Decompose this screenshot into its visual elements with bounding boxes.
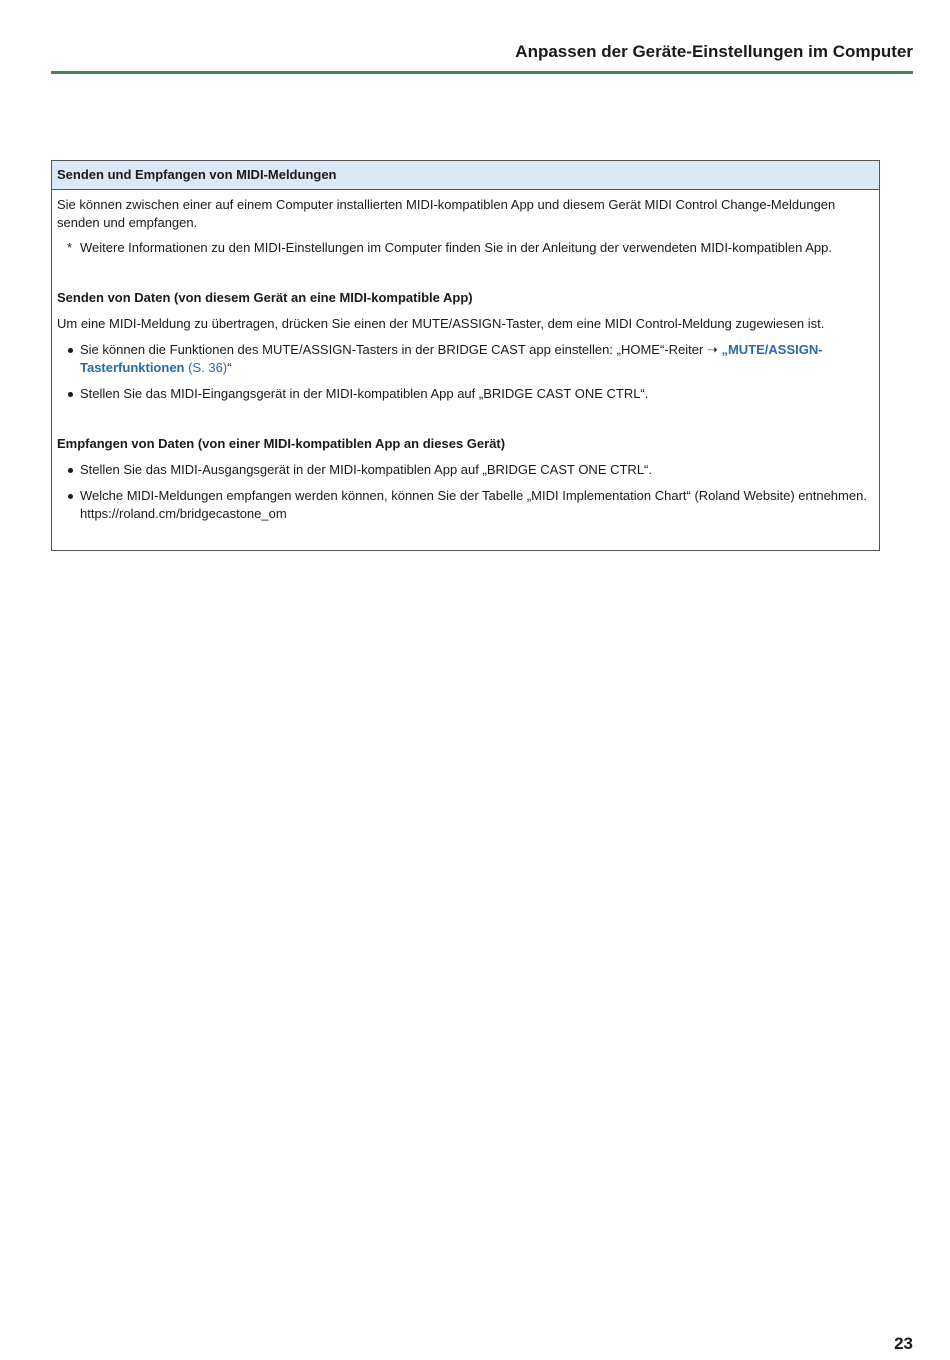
bullet-icon <box>68 494 73 499</box>
arrow-right-icon: ➝ <box>706 342 718 357</box>
page-title: Anpassen der Geräte-Einstellungen im Computer <box>515 42 913 61</box>
page-reference-link[interactable]: (S. 36) <box>188 360 228 375</box>
send-heading: Senden von Daten (von diesem Gerät an eine MIDI-kompatible App) <box>57 290 473 305</box>
mute-assign-link[interactable]: „MUTE/ASSIGN-Tasterfunktionen <box>80 342 823 375</box>
page-number: 23 <box>894 1334 913 1353</box>
bullet-icon <box>68 348 73 353</box>
bullet-text: Welche MIDI-Meldungen empfangen werden können, können Sie der Tabelle „MIDI Implementation Chart“ (Roland Website) entnehmen. <box>80 488 867 503</box>
note <box>57 239 874 257</box>
list-item <box>57 341 874 377</box>
asterisk-icon: * <box>67 240 73 255</box>
note-text: Weitere Informationen zu den MIDI-Einstellungen im Computer finden Sie in der Anleitung der verwendeten MIDI-kompatiblen App. <box>80 240 832 255</box>
intro-text: Sie können zwischen einer auf einem Computer installierten MIDI-kompatiblen App und diesem Gerät MIDI Control Change-Meldungen senden und empfangen. <box>57 197 836 230</box>
receive-heading: Empfangen von Daten (von einer MIDI-kompatiblen App an dieses Gerät) <box>57 436 506 451</box>
list-item <box>57 461 874 479</box>
website-url[interactable]: https://roland.cm/bridgecastone_om <box>80 506 287 521</box>
bullet-text: Stellen Sie das MIDI-Ausgangsgerät in der MIDI-kompatiblen App auf „BRIDGE CAST ONE CTRL“. <box>80 462 652 477</box>
list-item <box>57 385 874 403</box>
bullet-text: Stellen Sie das MIDI-Eingangsgerät in der MIDI-kompatiblen App auf „BRIDGE CAST ONE CTRL“. <box>80 386 649 401</box>
closing-quote: “ <box>227 360 232 375</box>
page-header <box>51 38 913 74</box>
receive-bullet-list <box>57 461 874 523</box>
box-body <box>52 190 879 523</box>
bullet-icon <box>68 392 73 397</box>
box-title: Senden und Empfangen von MIDI-Meldungen <box>52 161 879 190</box>
info-box <box>51 160 880 551</box>
send-text: Um eine MIDI-Meldung zu übertragen, drücken Sie einen der MUTE/ASSIGN-Taster, dem eine MIDI Control-Meldung zugewiesen ist. <box>57 316 825 331</box>
send-bullet-list <box>57 341 874 403</box>
bullet-text: Sie können die Funktionen des MUTE/ASSIGN-Tasters in der BRIDGE CAST app einstellen: „HOME“-Reiter <box>80 342 707 357</box>
list-item <box>57 487 874 523</box>
bullet-icon <box>68 468 73 473</box>
